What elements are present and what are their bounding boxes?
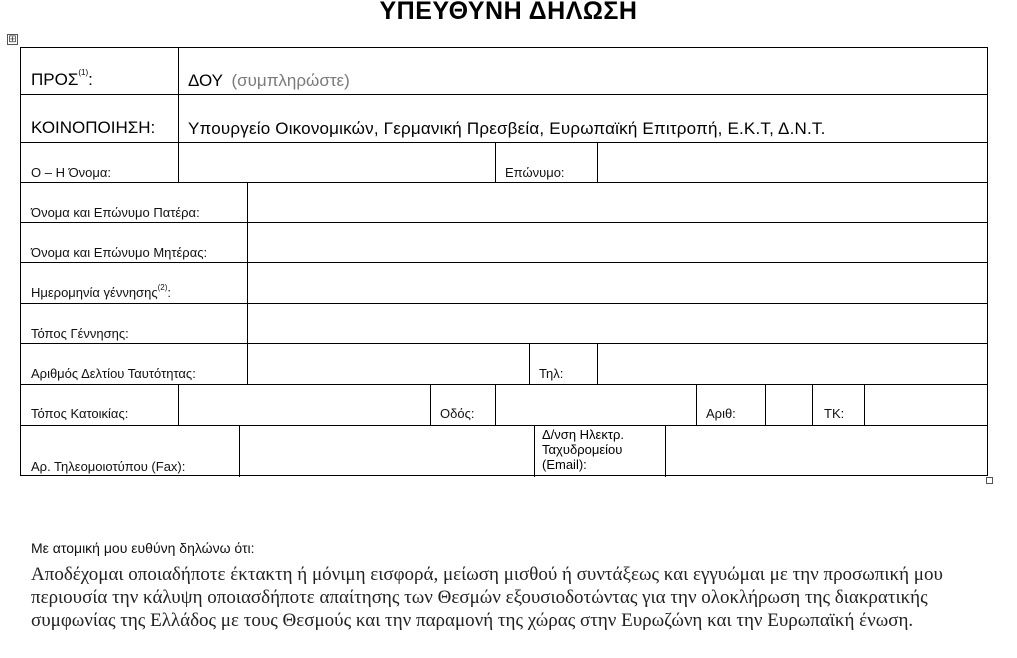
pros-label-suffix: : — [88, 70, 93, 89]
first-name-field[interactable] — [181, 146, 491, 180]
last-name-field[interactable] — [600, 146, 980, 180]
column-divider — [765, 384, 766, 425]
pros-footnote-mark: (1) — [78, 68, 89, 77]
row-divider — [21, 142, 987, 143]
row-divider — [21, 343, 987, 344]
pros-value-field[interactable] — [188, 71, 350, 91]
column-divider — [812, 384, 813, 425]
row-divider — [21, 262, 987, 263]
last-name-label: Επώνυμο: — [505, 165, 565, 180]
postal-code-field[interactable] — [867, 388, 980, 422]
father-name-label: Όνομα και Επώνυμο Πατέρα: — [31, 205, 200, 220]
column-divider — [178, 48, 179, 142]
column-divider — [534, 425, 535, 477]
id-number-field[interactable] — [250, 347, 526, 381]
column-divider — [178, 384, 179, 425]
birth-place-label: Τόπος Γέννησης: — [31, 326, 129, 341]
row-divider — [21, 384, 987, 385]
column-divider — [696, 384, 697, 425]
column-divider — [239, 425, 240, 477]
phone-field[interactable] — [600, 347, 980, 381]
column-divider — [495, 142, 496, 182]
fax-field[interactable] — [242, 429, 531, 473]
pros-value: ΔΟΥ — [188, 71, 223, 90]
statement-intro: Με ατομική μου ευθύνη δηλώνω ότι: — [31, 540, 255, 556]
column-divider — [597, 343, 598, 384]
fax-label: Αρ. Τηλεομοιοτύπου (Fax): — [31, 459, 186, 474]
first-name-label: Ο – Η Όνομα: — [31, 165, 111, 180]
residence-field[interactable] — [181, 388, 427, 422]
column-divider — [665, 425, 666, 477]
row-divider — [21, 94, 987, 95]
column-divider — [178, 142, 179, 182]
pros-label-text: ΠΡΟΣ — [31, 70, 79, 89]
pros-hint: (συμπληρώστε) — [231, 71, 350, 90]
email-field[interactable] — [668, 429, 980, 473]
birth-place-field[interactable] — [250, 307, 980, 341]
birth-date-label-text: Ημερομηνία γέννησης — [31, 285, 158, 300]
row-divider — [21, 303, 987, 304]
column-divider — [495, 384, 496, 425]
declaration-form-table — [20, 47, 988, 476]
row-divider — [21, 222, 987, 223]
birth-date-label — [31, 285, 171, 300]
table-resize-handle[interactable] — [986, 477, 993, 484]
father-name-field[interactable] — [250, 186, 980, 220]
email-label: Δ/νση Ηλεκτρ. Ταχυδρομείου (Email): — [542, 427, 624, 472]
id-number-label: Αριθμός Δελτίου Ταυτότητας: — [31, 366, 196, 381]
column-divider — [864, 384, 865, 425]
residence-label: Τόπος Κατοικίας: — [31, 406, 129, 421]
column-divider — [529, 343, 530, 384]
street-number-field[interactable] — [768, 388, 809, 422]
pros-label — [31, 70, 93, 90]
statement-body: Αποδέχομαι οποιαδήποτε έκτακτη ή μόνιμη εισφορά, μείωση μισθού ή συντάξεως και εγγυώμαι με την προσωπική μου περιουσία την κάλυψη οποιασδήποτε απαίτησης των Θεσμών εξουσιοδοτώντας για την ολοκλήρωση της διακρατικής συμφωνίας της Ελλάδος με τους Θεσμούς και την παραμονή της χώρας στην Ευρωζώνη και την Ευρωπαϊκή ένωση. — [31, 564, 943, 631]
column-divider — [430, 384, 431, 425]
birth-date-label-suffix: : — [167, 285, 171, 300]
row-divider — [21, 425, 987, 426]
table-move-handle-icon[interactable]: ⊞ — [8, 34, 17, 45]
document-title: ΥΠΕΥΘΥΝΗ ΔΗΛΩΣΗ — [379, 0, 638, 25]
street-field[interactable] — [498, 388, 693, 422]
mother-name-label: Όνομα και Επώνυμο Μητέρας: — [31, 245, 208, 260]
koinopoiisi-value-field[interactable]: Υπουργείο Οικονομικών, Γερμανική Πρεσβεία, Ευρωπαϊκή Επιτροπή, Ε.Κ.Τ, Δ.Ν.Τ. — [188, 119, 826, 138]
birth-date-footnote-mark: (2) — [157, 283, 168, 292]
row-divider — [21, 182, 987, 183]
street-label: Οδός: — [440, 406, 475, 421]
postal-code-label: ΤΚ: — [824, 406, 845, 421]
mother-name-field[interactable] — [250, 226, 980, 260]
column-divider — [247, 182, 248, 384]
phone-label: Τηλ: — [539, 366, 564, 381]
koinopoiisi-label: ΚΟΙΝΟΠΟΙΗΣΗ: — [31, 118, 156, 137]
street-number-label: Αριθ: — [706, 406, 736, 421]
birth-date-field[interactable] — [250, 266, 980, 300]
column-divider — [597, 142, 598, 182]
